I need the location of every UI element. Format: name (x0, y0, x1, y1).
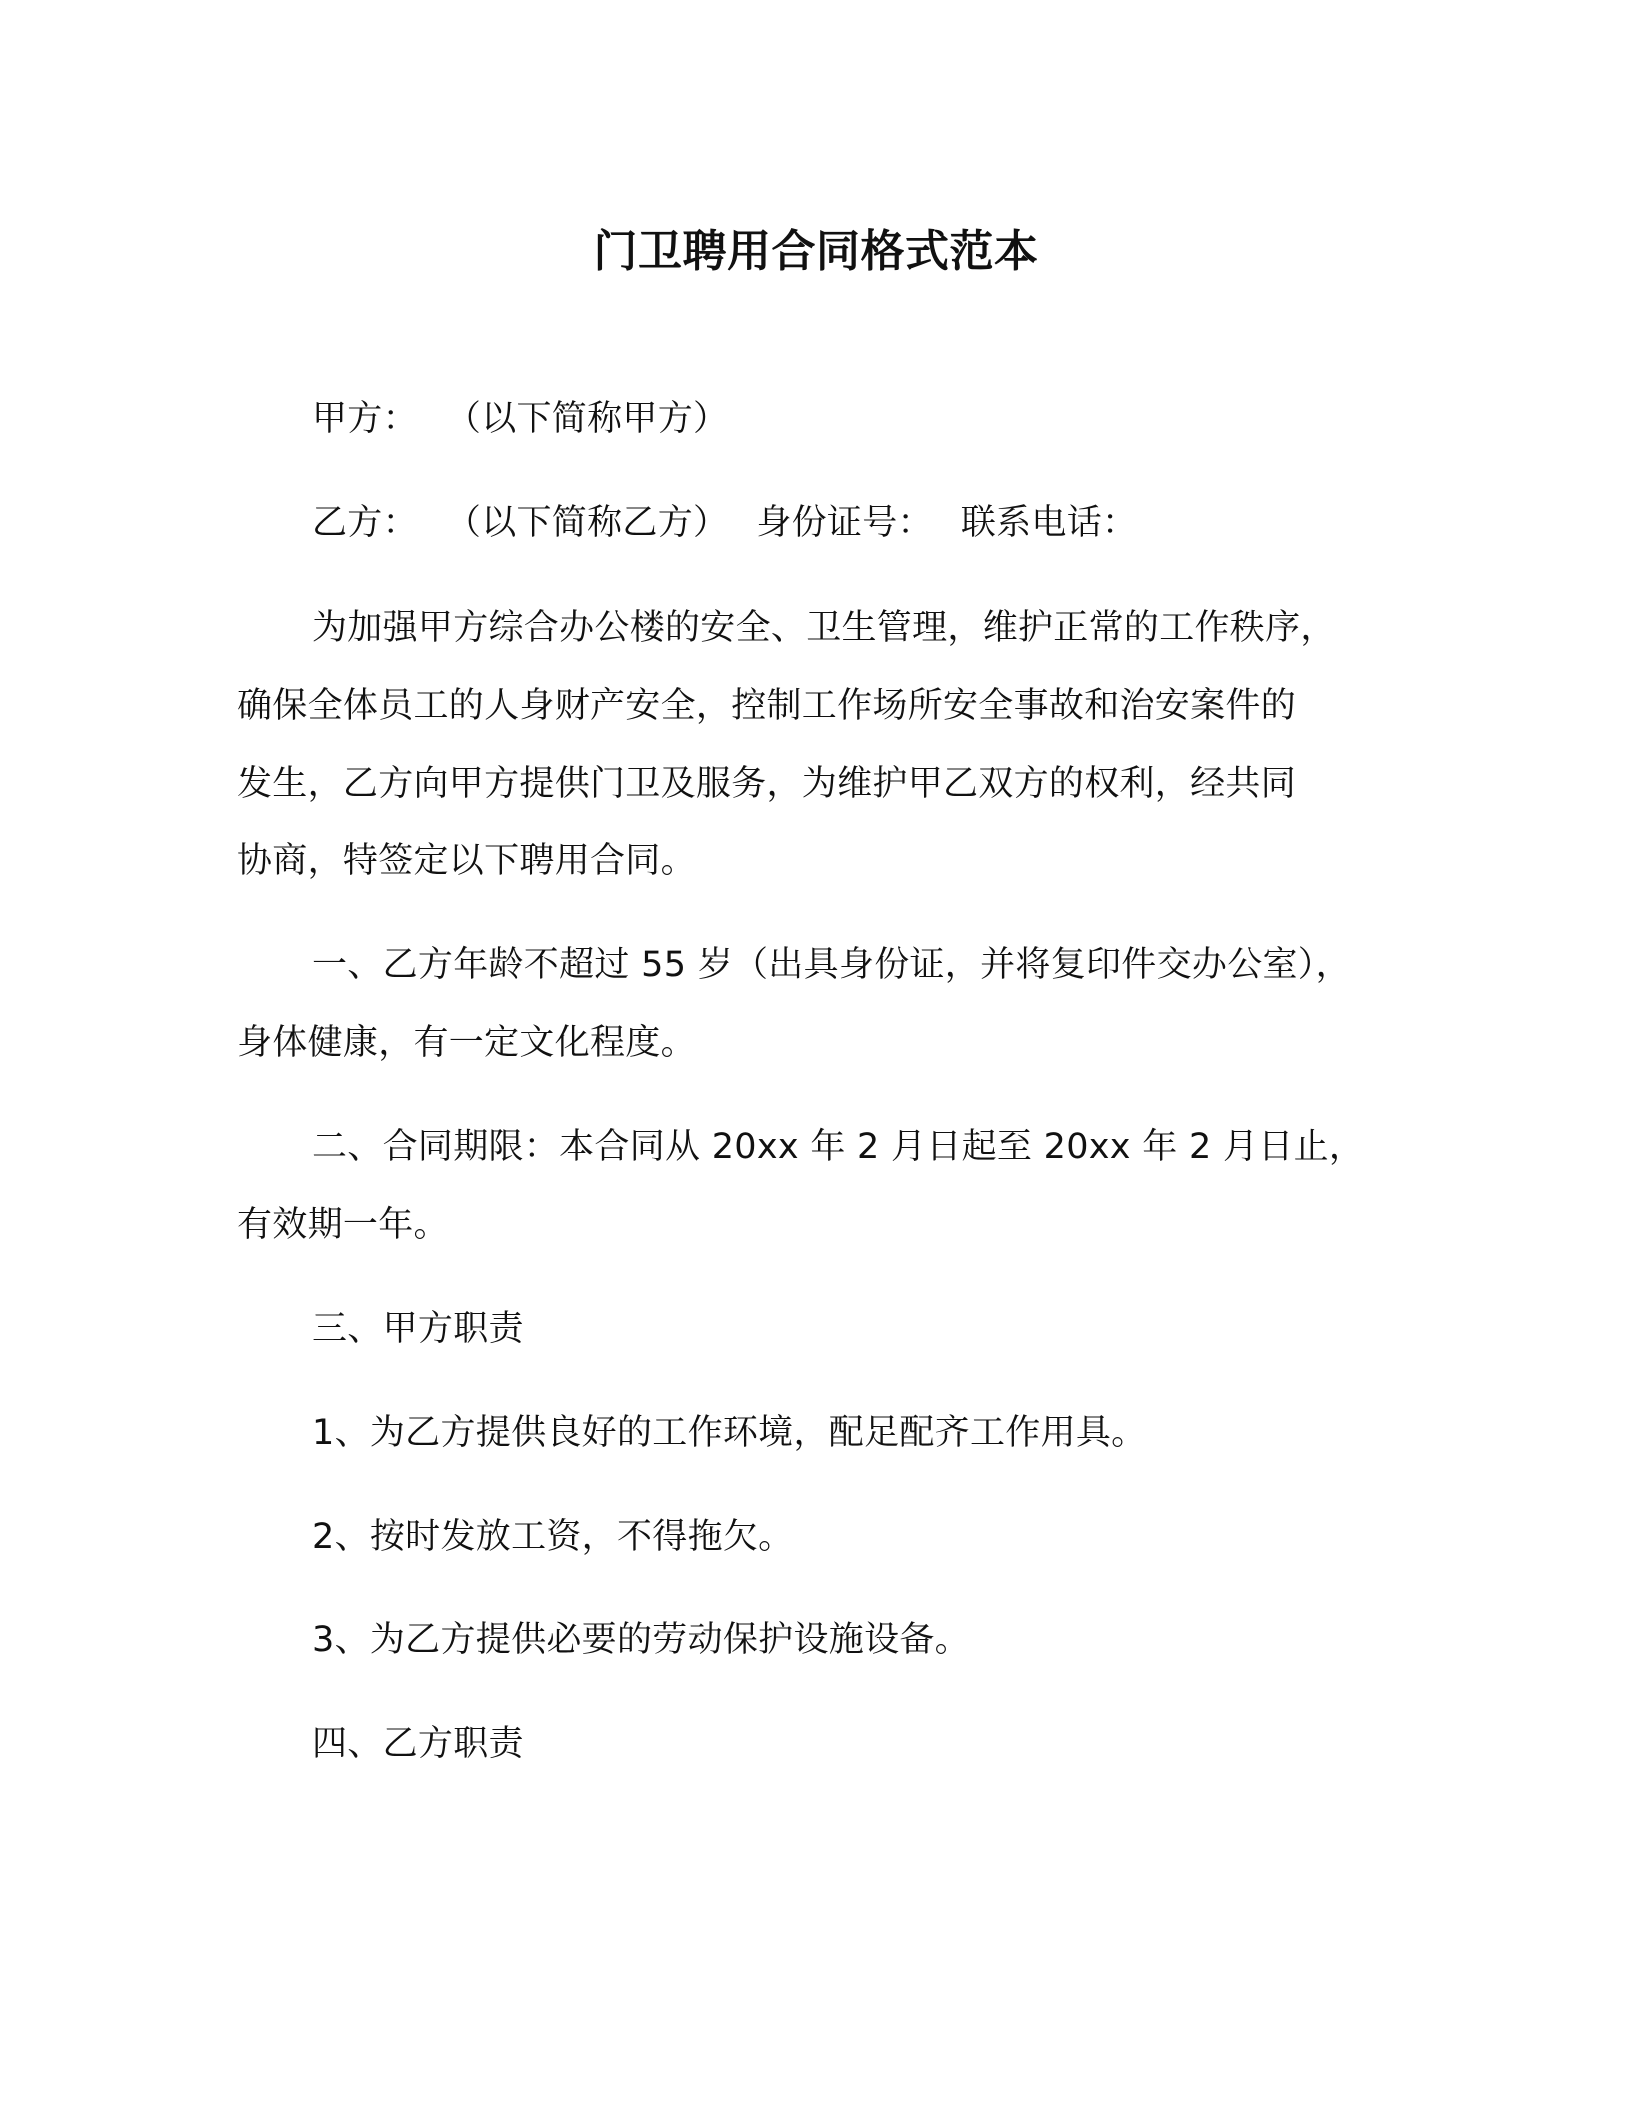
clause-2-line: 有效期一年。 (237, 1205, 449, 1245)
party-b-label: 乙方： (312, 503, 418, 543)
party-a-note: （以下简称甲方） (445, 399, 729, 439)
section-4-heading: 四、乙方职责 (312, 1724, 524, 1764)
clause-1-line: 身体健康，有一定文化程度。 (237, 1023, 696, 1063)
intro-line: 确保全体员工的人身财产安全，控制工作场所安全事故和治安案件的 (237, 686, 1297, 726)
intro-line: 协商，特签定以下聘用合同。 (237, 841, 696, 881)
section-3-item: 1、为乙方提供良好的工作环境，配足配齐工作用具。 (312, 1413, 1147, 1453)
party-b-note: （以下简称乙方） (445, 503, 729, 543)
section-3-item: 2、按时发放工资，不得拖欠。 (312, 1517, 794, 1557)
party-a-label: 甲方： (312, 399, 418, 439)
clause-2-line: 二、合同期限：本合同从 20xx 年 2 月日起至 20xx 年 2 月日止， (312, 1127, 1365, 1167)
party-a-line (312, 394, 728, 444)
clause-1-line: 一、乙方年龄不超过 55 岁（出具身份证，并将复印件交办公室）， (312, 945, 1351, 985)
party-b-id-label: 身份证号： (756, 503, 933, 543)
section-3-heading: 三、甲方职责 (312, 1309, 524, 1349)
section-3-item: 3、为乙方提供必要的劳动保护设施设备。 (312, 1620, 970, 1660)
intro-line: 发生，乙方向甲方提供门卫及服务，为维护甲乙双方的权利，经共同 (237, 764, 1297, 804)
document-title: 门卫聘用合同格式范本 (593, 226, 1039, 277)
party-b-phone-label: 联系电话： (960, 503, 1138, 543)
party-b-line (312, 498, 1137, 548)
intro-line: 为加强甲方综合办公楼的安全、卫生管理，维护正常的工作秩序， (312, 608, 1336, 648)
